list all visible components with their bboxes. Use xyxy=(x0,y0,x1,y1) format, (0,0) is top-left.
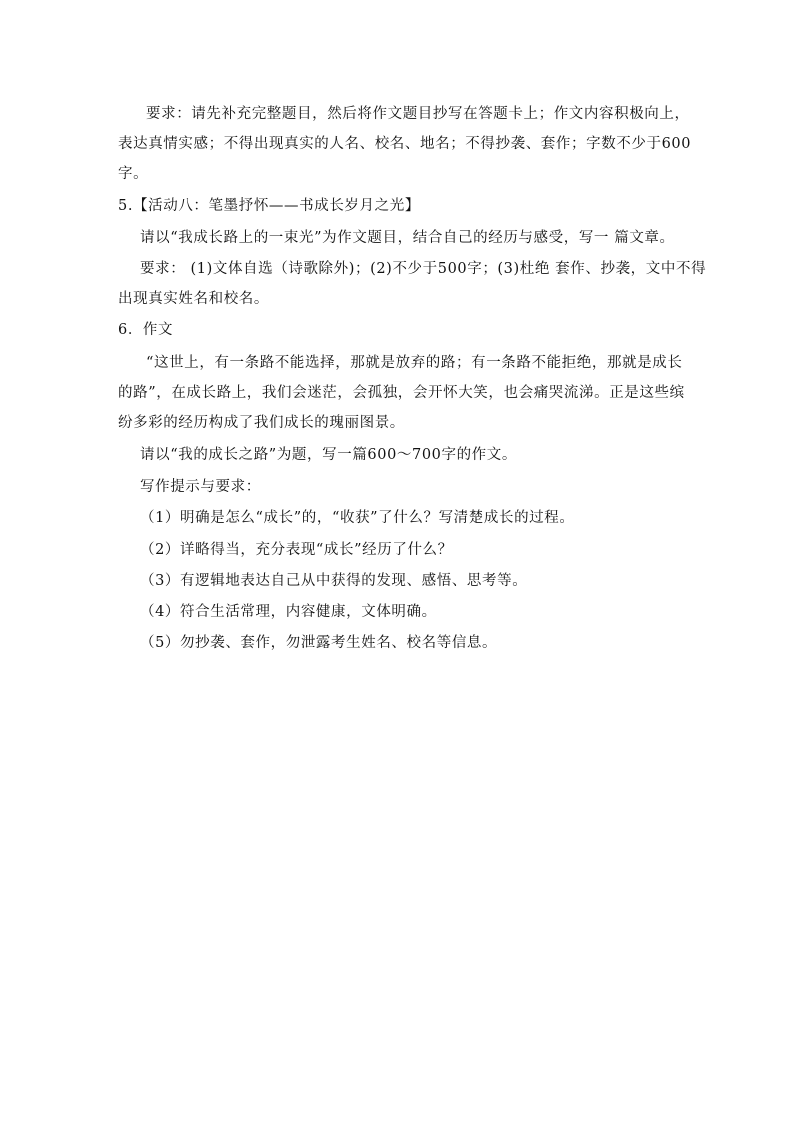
question-5-requirements-line-1: 要求： (1)文体自选（诗歌除外)；(2)不少于500字；(3)杜绝 套作、抄袭，文中不得 xyxy=(140,261,707,277)
writing-tip-2: （2）详略得当，充分表现“成长”经历了什么？ xyxy=(140,542,453,558)
requirement-text-line-3: 字。 xyxy=(118,166,149,182)
writing-tip-4: （4）符合生活常理，内容健康，文体明确。 xyxy=(140,604,437,620)
writing-tip-5: （5）勿抄袭、套作，勿泄露考生姓名、校名等信息。 xyxy=(140,635,498,651)
writing-tip-3: （3）有逻辑地表达自己从中获得的发现、感悟、思考等。 xyxy=(140,573,528,589)
question-5-heading: 5.【活动八：笔墨抒怀——书成长岁月之光】 xyxy=(118,198,420,214)
question-5-prompt: 请以“我成长路上的一束光”为作文题目，结合自己的经历与感受，写一 篇文章。 xyxy=(140,230,675,246)
writing-tips-heading: 写作提示与要求： xyxy=(140,479,261,495)
question-5-requirements-line-2: 出现真实姓名和校名。 xyxy=(118,291,269,307)
question-6-heading: 6．作文 xyxy=(118,322,174,338)
question-6-prompt: 请以“我的成长之路”为题，写一篇600～700字的作文。 xyxy=(140,447,517,463)
question-6-passage-line-1: “这世上，有一条路不能选择，那就是放弃的路；有一条路不能拒绝，那就是成长 xyxy=(146,355,683,371)
question-6-passage-line-2: 的路”，在成长路上，我们会迷茫，会孤独，会开怀大笑，也会痛哭流涕。正是这些缤 xyxy=(118,385,685,401)
writing-tip-1: （1）明确是怎么“成长”的，“收获”了什么？写清楚成长的过程。 xyxy=(140,510,575,526)
requirement-text-line-1: 要求：请先补充完整题目，然后将作文题目抄写在答题卡上；作文内容积极向上， xyxy=(146,106,690,122)
requirement-text-line-2: 表达真情实感；不得出现真实的人名、校名、地名；不得抄袭、套作；字数不少于600 xyxy=(118,136,692,152)
question-6-passage-line-3: 纷多彩的经历构成了我们成长的瑰丽图景。 xyxy=(118,415,405,431)
